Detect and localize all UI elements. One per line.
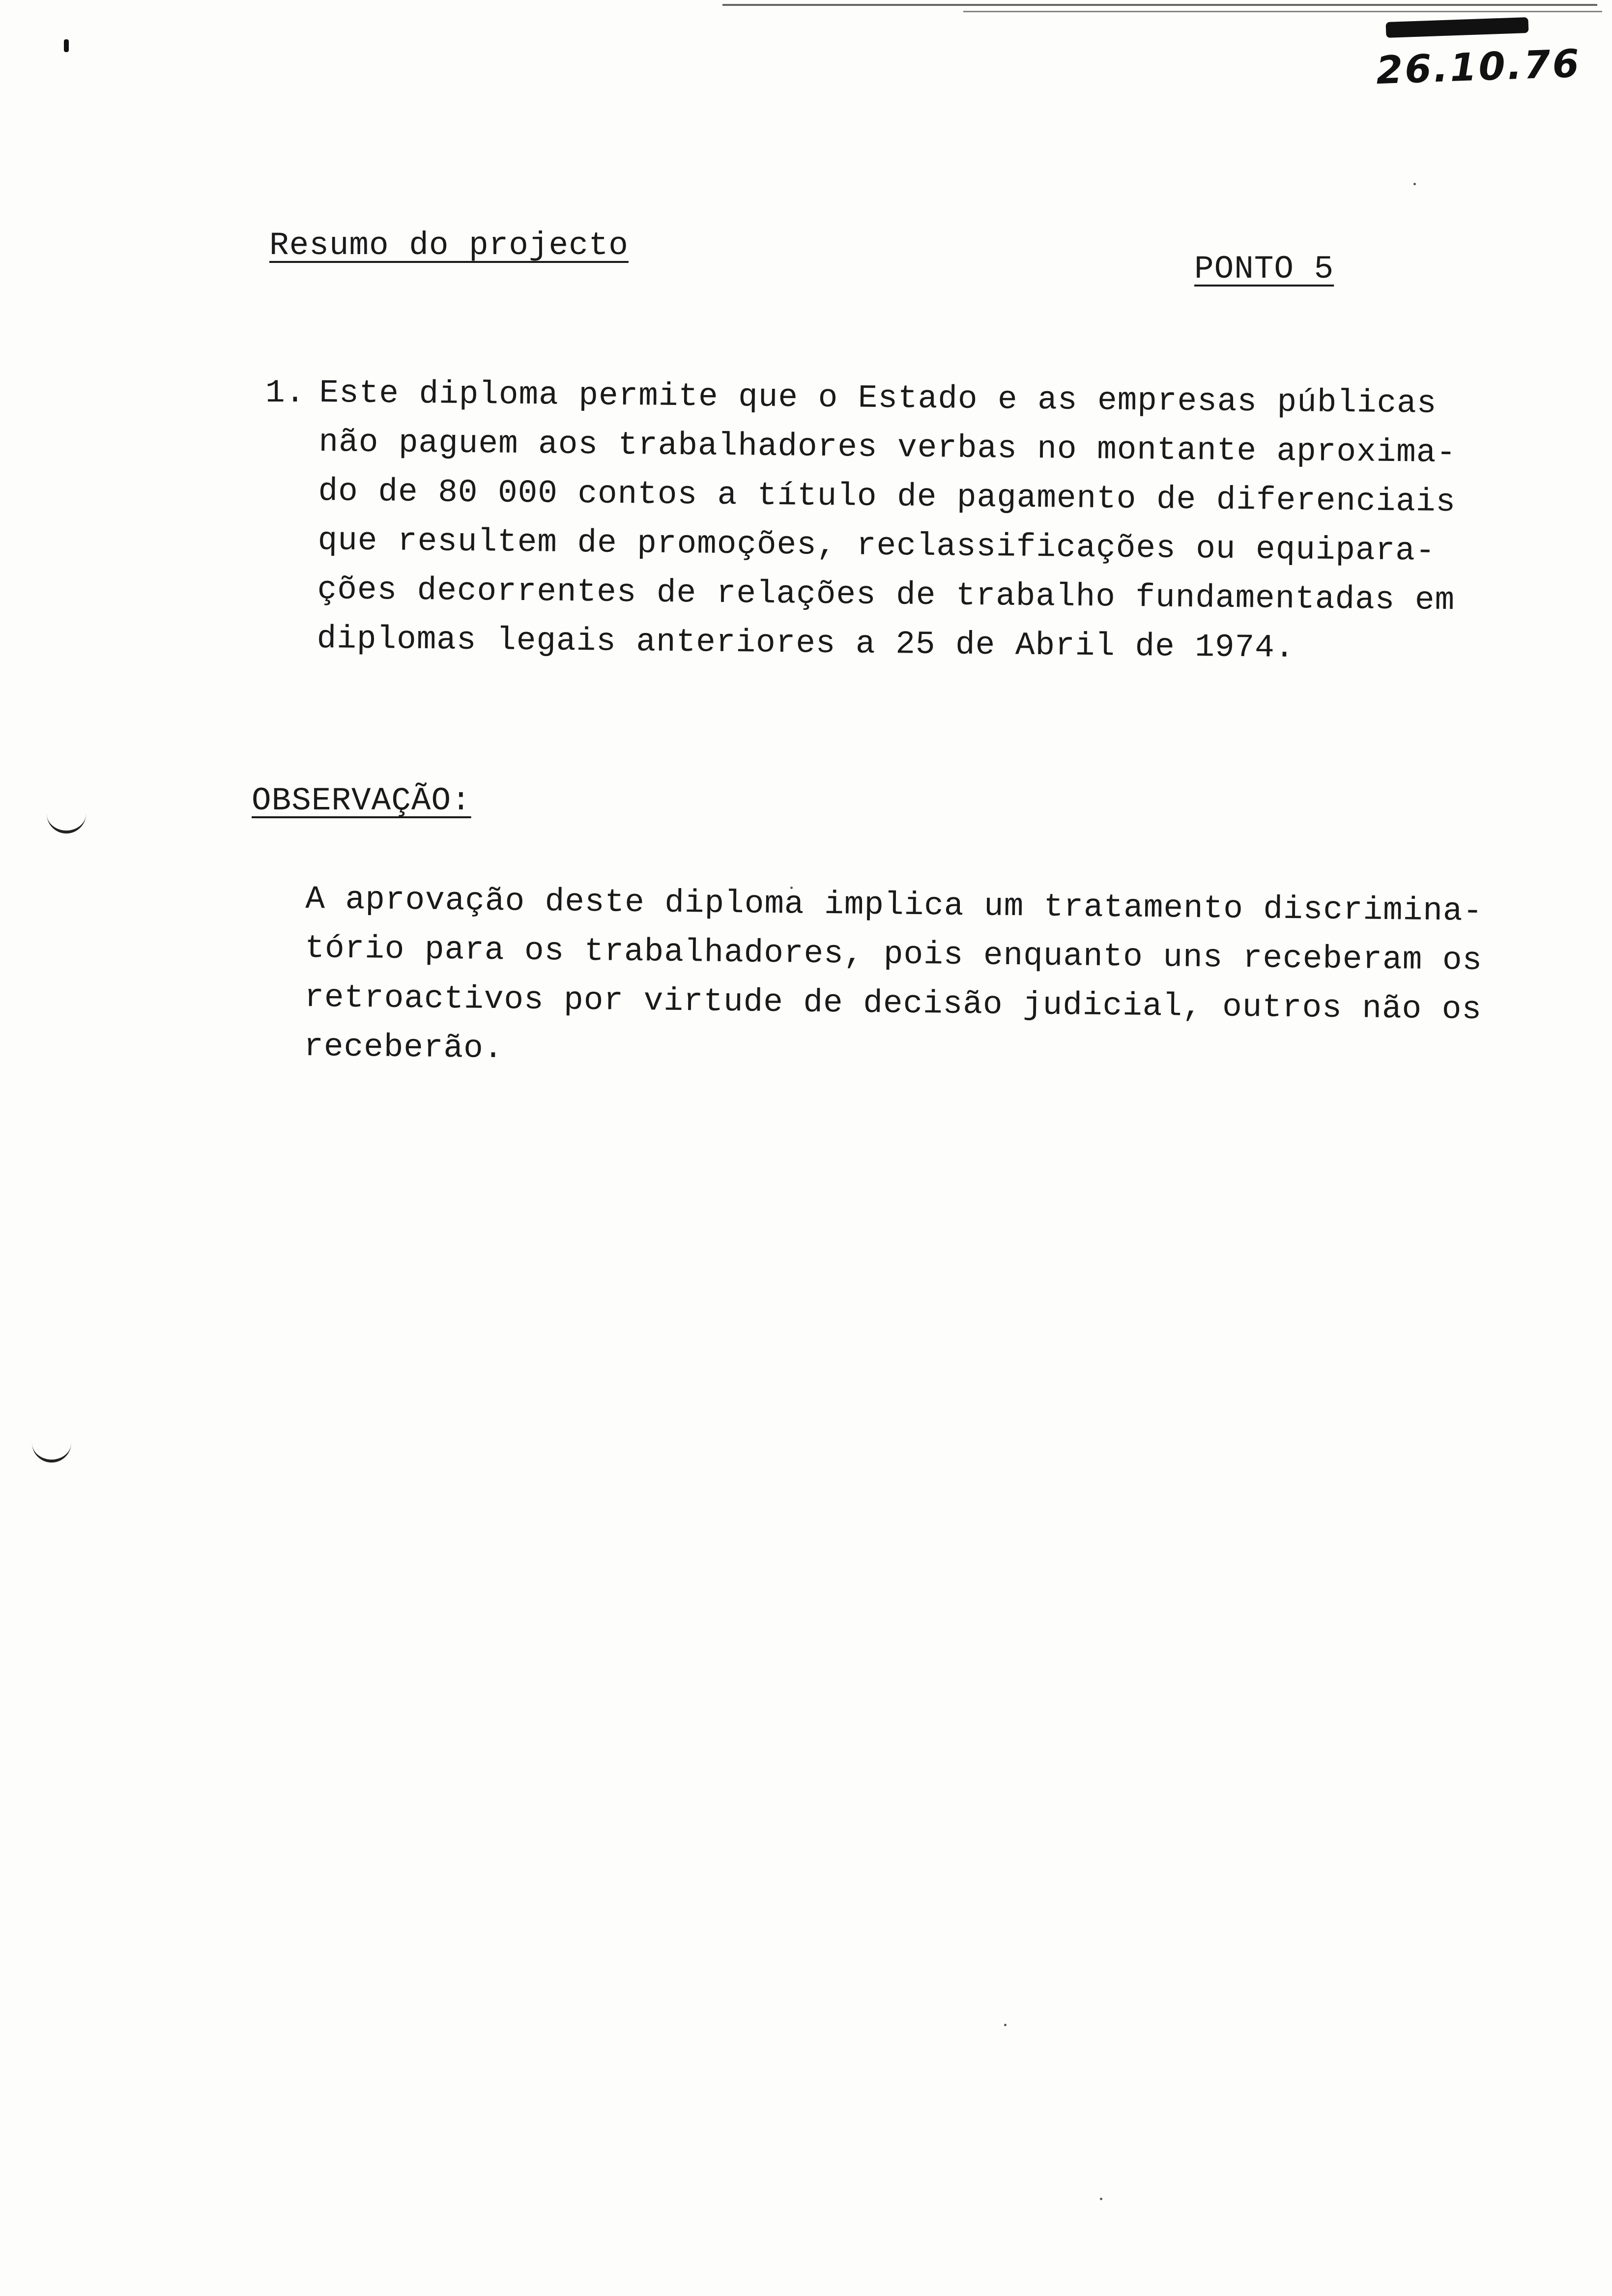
paper-speck <box>1413 183 1416 185</box>
top-edge-line <box>722 4 1597 6</box>
stamp-date: 26.10.76 <box>1375 41 1582 93</box>
item-number: 1. <box>265 374 306 411</box>
paper-speck <box>1004 2024 1007 2026</box>
point-heading: PONTO 5 <box>1194 251 1334 287</box>
paragraph-line: tório para os trabalhadores, pois enquanto uns receberam os <box>305 929 1483 979</box>
paragraph-line: retroactivos por virtude de decisão judicial, outros não os <box>304 978 1482 1029</box>
observation-heading: OBSERVAÇÃO: <box>252 782 471 819</box>
handwritten-date-stamp <box>1375 20 1582 93</box>
paragraph-line: A aprovação deste diploma implica um tratamento discrimina- <box>305 880 1483 930</box>
struck-out-text <box>1386 17 1529 38</box>
paragraph-line: do de 80 000 contos a título de pagamento de diferenciais <box>318 472 1456 521</box>
punch-hole-mark-upper <box>47 811 86 833</box>
paragraph-line: que resultem de promoções, reclassificações ou equipara- <box>317 521 1436 570</box>
paragraph-line: diplomas legais anteriores a 25 de Abril de 1974. <box>317 620 1295 667</box>
paragraph-line: receberão. <box>303 1028 504 1067</box>
paragraph-line: ções decorrentes de relações de trabalho fundamentadas em <box>317 571 1455 619</box>
top-edge-line-secondary <box>963 11 1602 12</box>
paragraph-line: não paguem aos trabalhadores verbas no montante aproxima- <box>318 423 1457 472</box>
paper-speck <box>1100 2198 1102 2200</box>
margin-mark <box>64 39 69 52</box>
punch-hole-mark-lower <box>32 1440 71 1463</box>
item-paragraph <box>317 369 1457 674</box>
summary-heading: Resumo do projecto <box>269 227 629 264</box>
paragraph-line: Este diploma permite que o Estado e as empresas públicas <box>319 374 1437 422</box>
observation-paragraph <box>304 875 1483 1084</box>
